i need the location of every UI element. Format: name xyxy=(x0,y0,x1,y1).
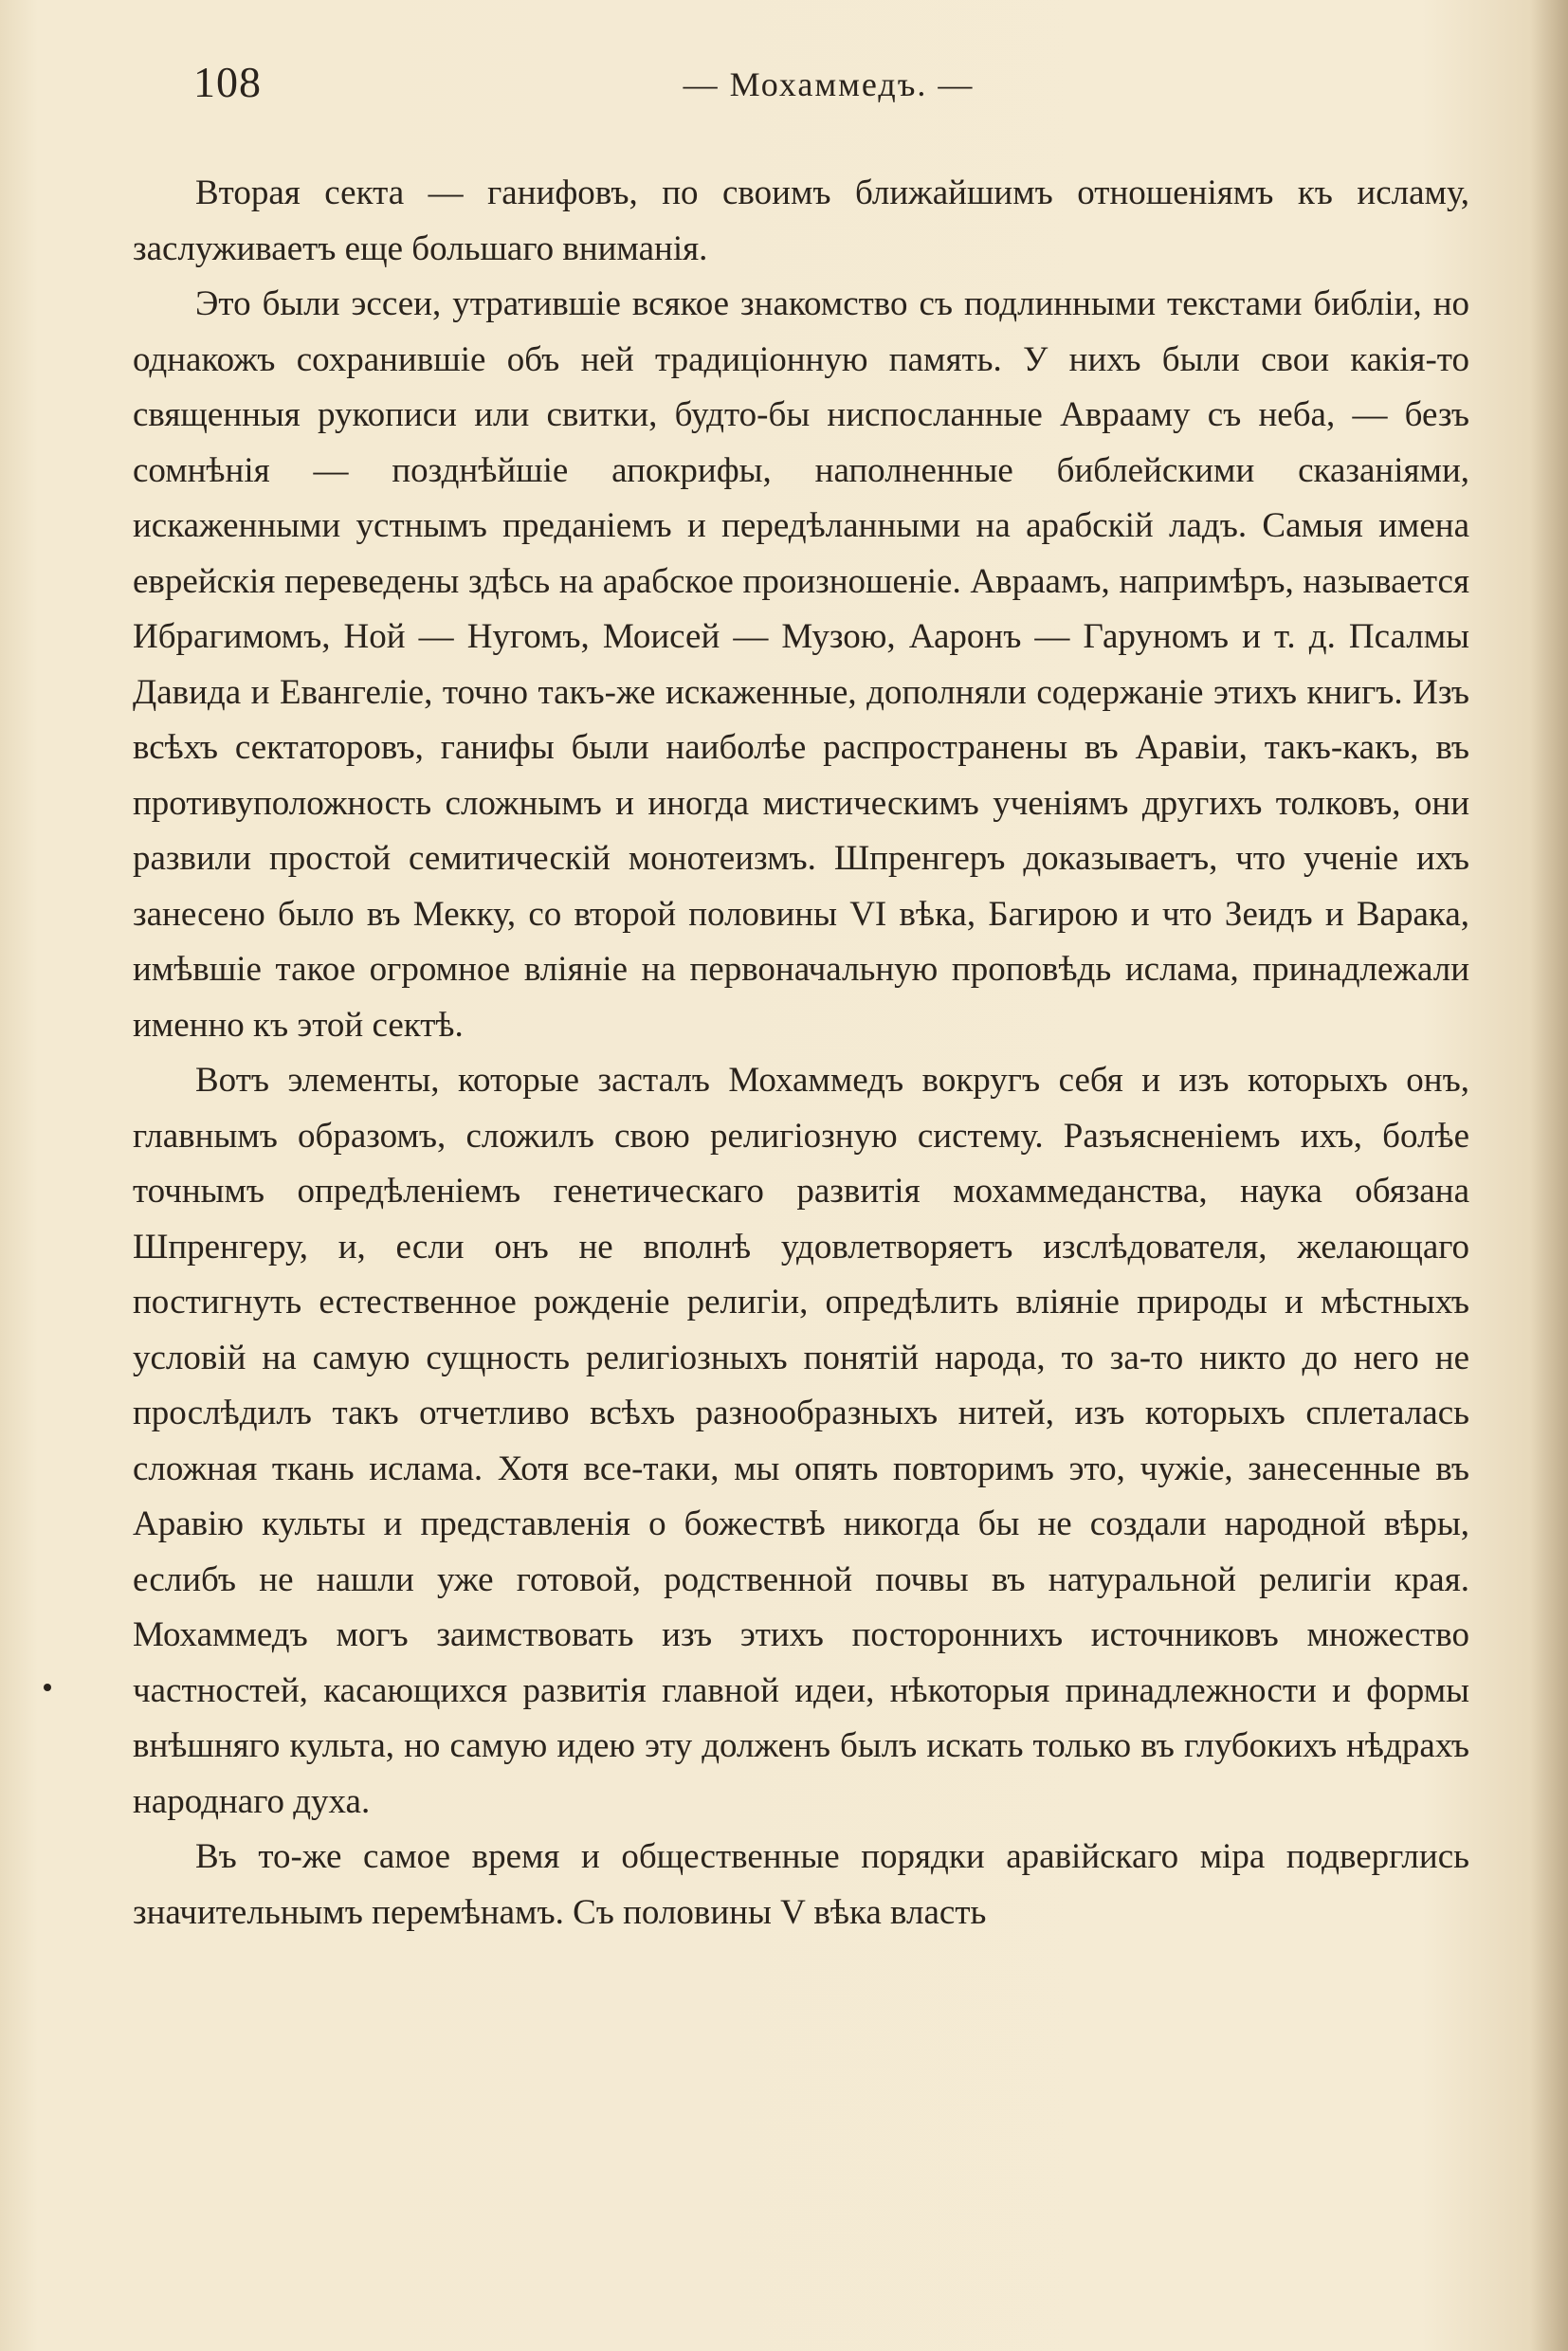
body-text xyxy=(133,166,1469,1941)
paragraph-elements: Вотъ элементы, которые засталъ Мохаммедъ вокругъ себя и изъ которыхъ онъ, главнымъ образомъ, сложилъ свою религіозную систему. Разъясненіемъ ихъ, болѣе точнымъ опредѣленіемъ генетическаго развитія мохаммеданства, наука обязана Шпренгеру, и, если онъ не вполнѣ удовлетворяетъ изслѣдователя, желающаго постигнуть естественное рожденіе религіи, опредѣлить вліяніе природы и мѣстныхъ условій на самую сущность религіозныхъ понятій народа, то за-то никто до него не прослѣдилъ такъ отчетливо всѣхъ разнообразныхъ нитей, изъ которыхъ сплеталась сложная ткань ислама. Хотя все-таки, мы опять повторимъ это, чужіе, занесенные въ Аравію культы и представленія о божествѣ никогда бы не создали народной вѣры, еслибъ не нашли уже готовой, родственной почвы въ натуральной религіи края. Мохаммедъ могъ заимствовать изъ этихъ постороннихъ источниковъ множество частностей, касающихся развитія главной идеи, нѣкоторыя принадлежности и формы внѣшняго культа, но самую идею эту долженъ былъ искать только въ глубокихъ нѣдрахъ народнаго духа. xyxy=(133,1061,1469,1821)
page-header xyxy=(193,57,1464,114)
binding-shadow xyxy=(1530,0,1568,2351)
page-number: 108 xyxy=(193,58,262,106)
paragraph-essenes: Это были эссеи, утратившіе всякое знакомство съ подлинными текстами библіи, но однакожъ сохранившіе объ ней традиціонную память. У нихъ были свои какія-то священныя рукописи или свитки, будто-бы ниспосланные Аврааму съ неба, — безъ сомнѣнія — позднѣйшіе апокрифы, наполненные библейскими сказаніями, искаженными устнымъ преданіемъ и передѣланными на арабскій ладъ. Самыя имена еврейскія переведены здѣсь на арабское произношеніе. Авраамъ, напримѣръ, называется Ибрагимомъ, Ной — Нугомъ, Моисей — Музою, Ааронъ — Гаруномъ и т. д. Псалмы Давида и Евангеліе, точно такъ-же искаженные, дополняли содержаніе этихъ книгъ. Изъ всѣхъ сектаторовъ, ганифы были наиболѣе распространены въ Аравіи, такъ-какъ, въ противуположность сложнымъ и иногда мистическимъ ученіямъ другихъ толковъ, они развили простой семитическій монотеизмъ. Шпренгеръ доказываетъ, что ученіе ихъ занесено было въ Мекку, со второй половины VI вѣка, Багирою и что Зеидъ и Варака, имѣвшіе такое огромное вліяніе на первоначальную проповѣдь ислама, принадлежали именно къ этой сектѣ. xyxy=(133,284,1469,1045)
paragraph-second-sect: Вторая секта — ганифовъ, по своимъ ближайшимъ отношеніямъ къ исламу, заслуживаетъ еще большаго вниманія. xyxy=(133,173,1469,268)
running-title: — Мохаммедъ. — xyxy=(683,65,975,103)
paragraph-social-order: Въ то-же самое время и общественные порядки аравійскаго міра подверглись значительнымъ перемѣнамъ. Съ половины V вѣка власть xyxy=(133,1837,1469,1932)
ink-speck xyxy=(44,1684,51,1691)
